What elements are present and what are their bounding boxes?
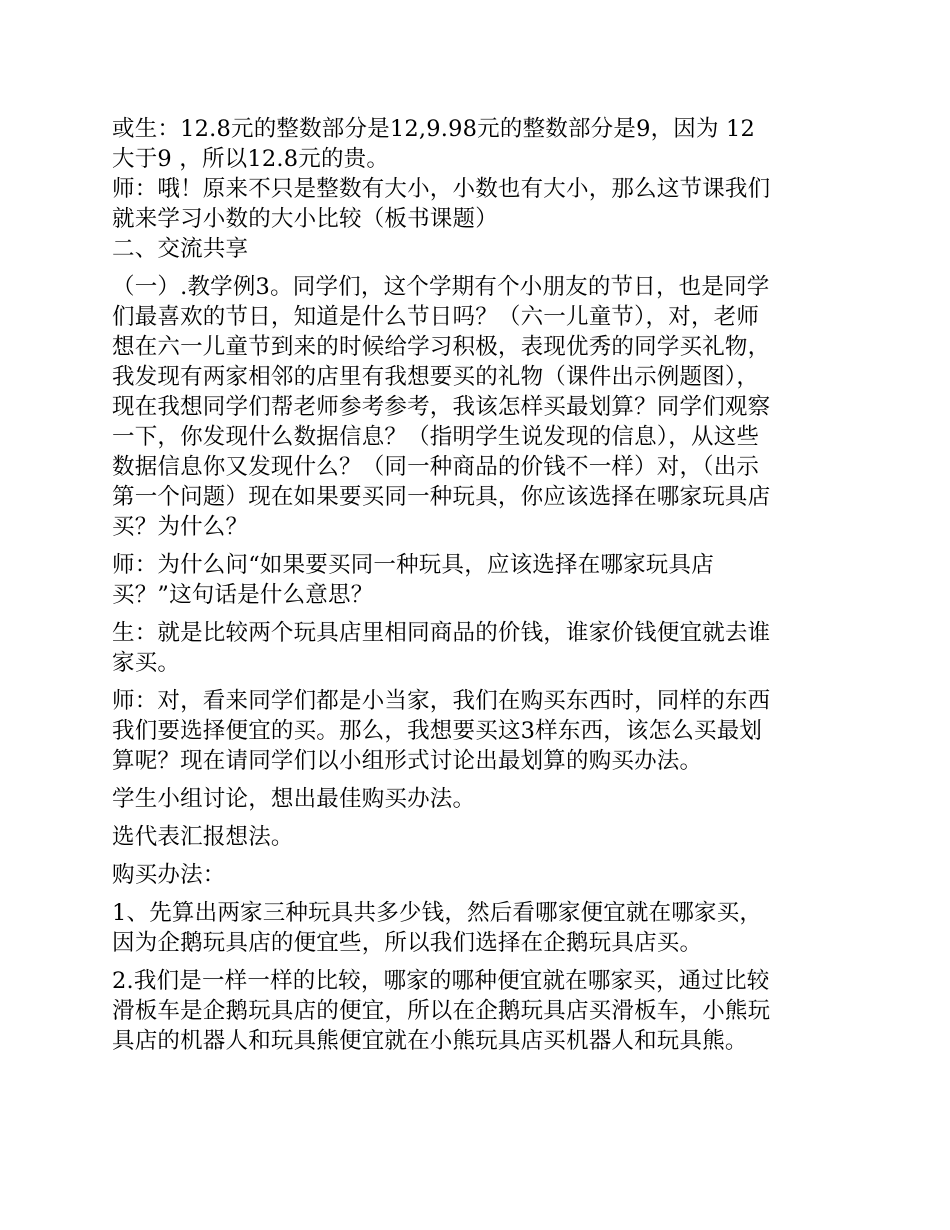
- paragraph-teacher-discussion: 师：对，看来同学们都是小当家，我们在购买东西时，同样的东西 我们要选择便宜的买。那么，我想要买这3样东西，该怎么买最划 算呢？现在请同学们以小组形式讨论出最划算的购买办法。: [112, 688, 771, 774]
- paragraph-student-answer: 或生：12.8元的整数部分是12,9.98元的整数部分是9，因为 12 大于9 ，所以12.8元的贵。: [112, 116, 756, 172]
- paragraph-teacher-intro: 师：哦！原来不只是整数有大小，小数也有大小，那么这节课我们 就来学习小数的大小比较（板书课题）: [112, 176, 771, 232]
- paragraph-example-3: （一）.教学例3。同学们，这个学期有个小朋友的节日，也是同学 们最喜欢的节日，知道是什么节日吗？（六一儿童节），对，老师 想在六一儿童节到来的时候给学习积极，表现优秀的同学买礼物， 我发现有两家相邻的店里有我想要买的礼物（课件出示例题图）， 现在我想同学们帮老师参考参考，我该怎样买最划算？同学们观察 一下，你发现什么数据信息？（指明学生说发现的信息），从这些 数据信息你又发现什么？（同一种商品的价钱不一样）对，（出示 第一个问题）现在如果要买同一种玩具，你应该选择在哪家玩具店 买？为什么？: [112, 274, 771, 540]
- section-heading: 二、交流共享: [112, 236, 249, 262]
- paragraph-group-discussion: 学生小组讨论，想出最佳购买办法。: [112, 786, 476, 812]
- paragraph-student-explanation: 生：就是比较两个玩具店里相同商品的价钱，谁家价钱便宜就去谁 家买。: [112, 620, 771, 676]
- document-page: [112, 114, 842, 1056]
- paragraph-teacher-question: 师：为什么问“如果要买同一种玩具，应该选择在哪家玩具店 买？”这句话是什么意思？: [112, 552, 714, 608]
- paragraph-method-2: 2.我们是一样一样的比较，哪家的哪种便宜就在哪家买，通过比较 滑板车是企鹅玩具店的便宜，所以在企鹅玩具店买滑板车，小熊玩 具店的机器人和玩具熊便宜就在小熊玩具店买机器人和玩具熊。: [112, 968, 771, 1054]
- paragraph-report: 选代表汇报想法。: [112, 824, 294, 850]
- paragraph-method-1: 1、先算出两家三种玩具共多少钱，然后看哪家便宜就在哪家买， 因为企鹅玩具店的便宜些，所以我们选择在企鹅玩具店买。: [112, 900, 763, 956]
- paragraph-methods-heading: 购买办法：: [112, 862, 226, 888]
